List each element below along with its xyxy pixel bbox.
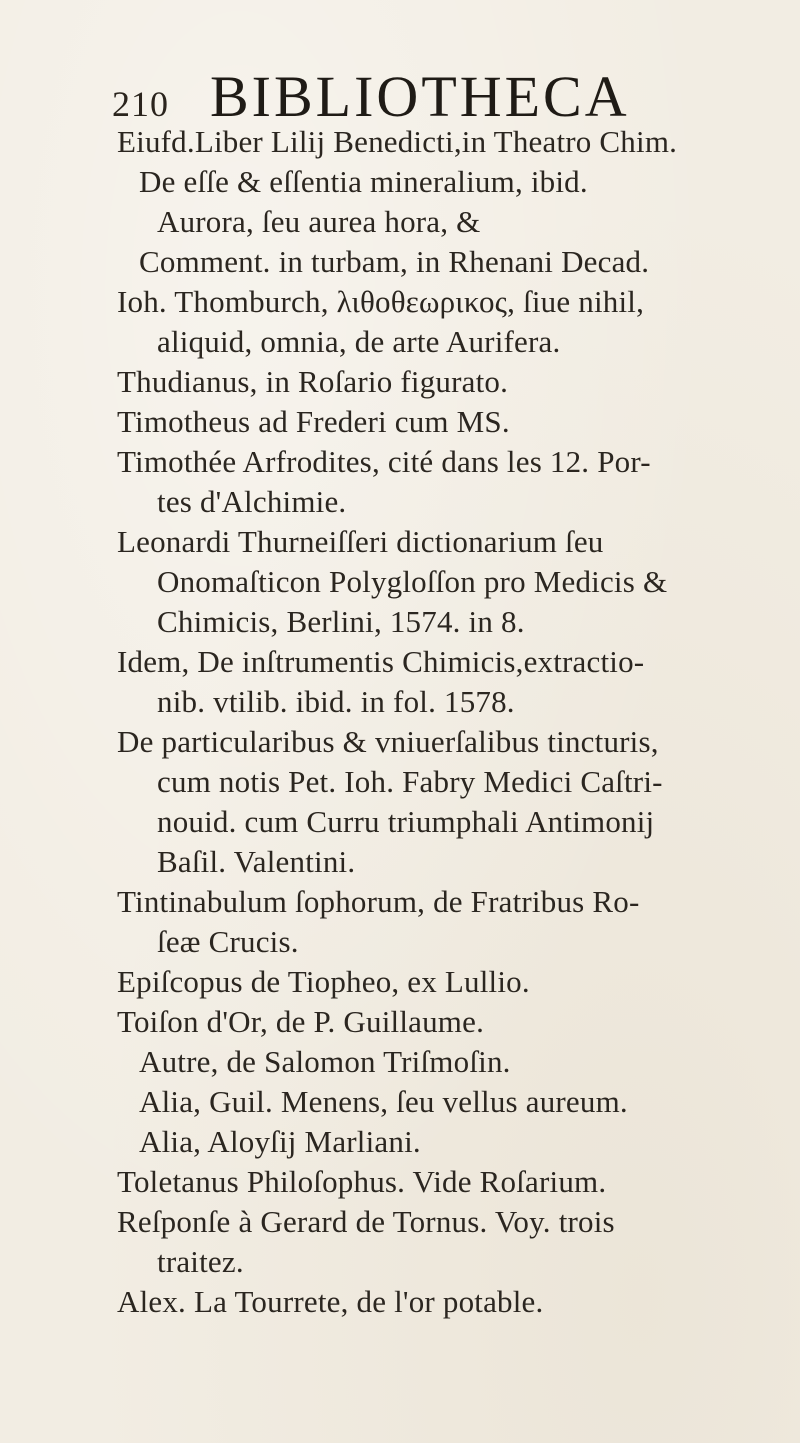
text-line: Comment. in turbam, in Rhenani Decad.: [139, 244, 650, 279]
text-line: nib. vtilib. ibid. in fol. 1578.: [157, 684, 515, 719]
bibliography-entries: [117, 122, 777, 1322]
text-line: Tintinabulum ſophorum, de Fratribus Ro-: [117, 884, 640, 919]
text-line: Reſponſe à Gerard de Tornus. Voy. trois: [117, 1204, 615, 1239]
text-line: nouid. cum Curru triumphali Antimonij: [157, 804, 655, 839]
text-line: Idem, De inſtrumentis Chimicis,extractio-: [117, 644, 645, 679]
text-line: cum notis Pet. Ioh. Fabry Medici Caſtri-: [157, 764, 663, 799]
page-number: 210: [112, 84, 169, 124]
text-line: traitez.: [157, 1244, 244, 1279]
text-line: Thudianus, in Roſario figurato.: [117, 364, 509, 399]
text-line: Epiſcopus de Tiopheo, ex Lullio.: [117, 964, 530, 999]
text-line: Autre, de Salomon Triſmoſin.: [139, 1044, 511, 1079]
text-line: Alex. La Tourrete, de l'or potable.: [117, 1284, 544, 1319]
text-line: Leonardi Thurneiſſeri dictionarium ſeu: [117, 524, 604, 559]
running-title: BIBLIOTHECA: [210, 64, 630, 129]
text-line: Alia, Aloyſij Marliani.: [139, 1124, 421, 1159]
text-line: Aurora, ſeu aurea hora, &: [157, 204, 481, 239]
text-line: aliquid, omnia, de arte Aurifera.: [157, 324, 561, 359]
text-line: Ioh. Thomburch, λιθοθεωρικος, ſiue nihil,: [117, 284, 645, 319]
page-header: [112, 64, 712, 129]
text-line: Timothée Arfrodites, cité dans les 12. Por-: [117, 444, 651, 479]
text-line: Timotheus ad Frederi cum MS.: [117, 404, 510, 439]
text-line: Alia, Guil. Menens, ſeu vellus aureum.: [139, 1084, 628, 1119]
text-line: Chimicis, Berlini, 1574. in 8.: [157, 604, 525, 639]
text-line: Toletanus Philoſophus. Vide Roſarium.: [117, 1164, 607, 1199]
text-line: De particularibus & vniuerſalibus tincturis,: [117, 724, 659, 759]
text-line: Toiſon d'Or, de P. Guillaume.: [117, 1004, 485, 1039]
text-line: Onomaſticon Polygloſſon pro Medicis &: [157, 564, 668, 599]
text-line: De eſſe & eſſentia mineralium, ibid.: [139, 164, 588, 199]
text-line: Eiufd.Liber Lilij Benedicti,in Theatro Chim.: [117, 124, 678, 159]
text-line: ſeæ Crucis.: [157, 924, 299, 959]
text-line: Baſil. Valentini.: [157, 844, 356, 879]
text-line: tes d'Alchimie.: [157, 484, 347, 519]
